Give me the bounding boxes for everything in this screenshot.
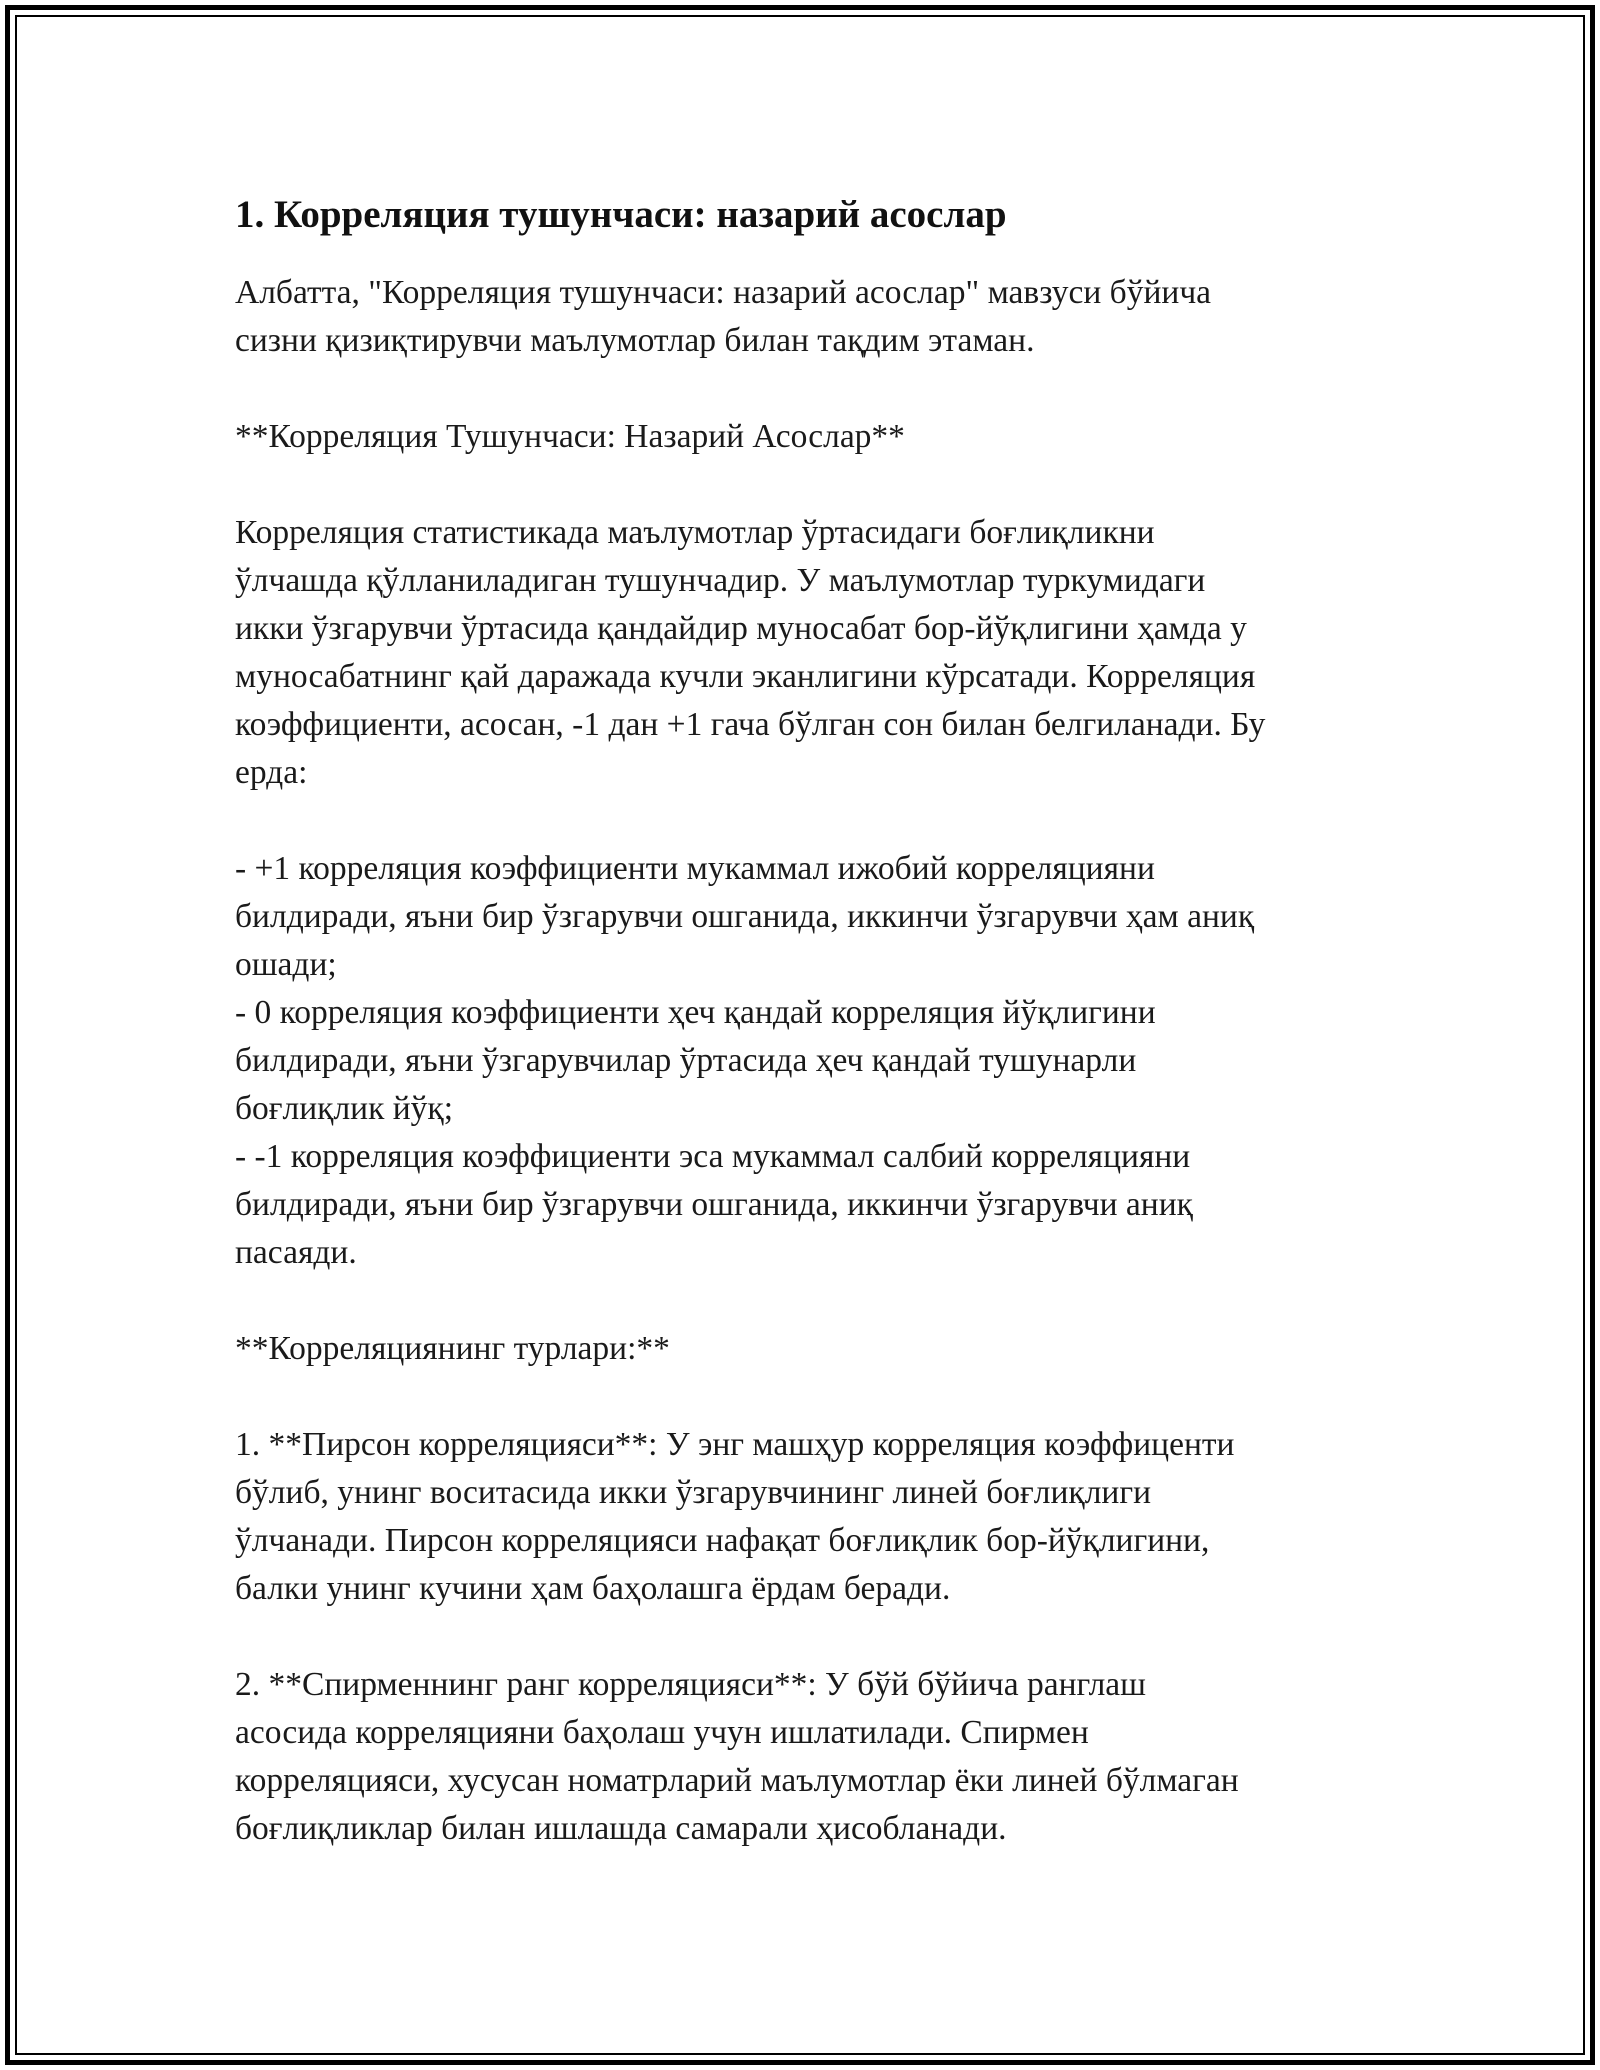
- spearman-line: боғлиқликлар билан ишлашда самарали ҳисобланади.: [235, 1810, 1007, 1847]
- bullet-line: билдиради, яъни бир ўзгарувчи ошганида, иккинчи ўзгарувчи ҳам аниқ: [235, 898, 1255, 935]
- bullet-line: пасаяди.: [235, 1234, 357, 1271]
- bullet-line: - 0 корреляция коэффициенти ҳеч қандай корреляция йўқлигини: [235, 994, 1156, 1031]
- definition-line: ерда:: [235, 754, 308, 791]
- intro-paragraph: [235, 269, 1375, 365]
- spearman-line: корреляцияси, хусусан номатрларий маълумотлар ёки линей бўлмаган: [235, 1762, 1239, 1799]
- pearson-line: ўлчанади. Пирсон корреляцияси нафақат боғлиқлик бор-йўқлигини,: [235, 1522, 1210, 1559]
- definition-line: Корреляция статистикада маълумотлар ўртасидаги боғлиқликни: [235, 514, 1155, 551]
- spearman-paragraph: [235, 1661, 1375, 1853]
- bullet-line: - +1 корреляция коэффициенти мукаммал ижобий корреляцияни: [235, 850, 1155, 887]
- spearman-line: асосида корреляцияни баҳолаш учун ишлатилади. Спирмен: [235, 1714, 1089, 1751]
- coefficient-bullet-list: [235, 845, 1375, 1277]
- subheading: [235, 413, 1375, 461]
- bullet-line: ошади;: [235, 946, 337, 983]
- spearman-line: 2. **Спирменнинг ранг корреляцияси**: У бўй бўйича ранглаш: [235, 1666, 1146, 1703]
- definition-line: муносабатнинг қай даражада кучли эканлигини кўрсатади. Корреляция: [235, 658, 1256, 695]
- pearson-line: 1. **Пирсон корреляцияси**: У энг машҳур корреляция коэффиценти: [235, 1426, 1235, 1463]
- subheading-text: **Корреляция Тушунчаси: Назарий Асослар**: [235, 418, 905, 455]
- pearson-line: бўлиб, унинг воситасида икки ўзгарувчининг линей боғлиқлиги: [235, 1474, 1152, 1511]
- bullet-line: боғлиқлик йўқ;: [235, 1090, 454, 1127]
- bullet-line: билдиради, яъни ўзгарувчилар ўртасида ҳеч қандай тушунарли: [235, 1042, 1137, 1079]
- definition-paragraph: [235, 509, 1375, 797]
- types-heading: [235, 1325, 1375, 1373]
- intro-line: Албатта, "Корреляция тушунчаси: назарий асослар" мавзуси бўйича: [235, 274, 1212, 311]
- document-body: [235, 183, 1375, 1901]
- definition-line: икки ўзгарувчи ўртасида қандайдир муносабат бор-йўқлигини ҳамда у: [235, 610, 1247, 647]
- types-heading-text: **Корреляциянинг турлари:**: [235, 1330, 670, 1367]
- document-title: 1. Корреляция тушунчаси: назарий асослар: [235, 193, 1007, 236]
- definition-line: ўлчашда қўлланиладиган тушунчадир. У маълумотлар туркумидаги: [235, 562, 1206, 599]
- bullet-line: - -1 корреляция коэффициенти эса мукаммал салбий корреляцияни: [235, 1138, 1191, 1175]
- pearson-paragraph: [235, 1421, 1375, 1613]
- pearson-line: балки унинг кучини ҳам баҳолашга ёрдам беради.: [235, 1570, 951, 1607]
- definition-line: коэффициенти, асосан, -1 дан +1 гача бўлган сон билан белгиланади. Бу: [235, 706, 1266, 743]
- intro-line: сизни қизиқтирувчи маълумотлар билан тақдим этаман.: [235, 322, 1035, 359]
- bullet-line: билдиради, яъни бир ўзгарувчи ошганида, иккинчи ўзгарувчи аниқ: [235, 1186, 1193, 1223]
